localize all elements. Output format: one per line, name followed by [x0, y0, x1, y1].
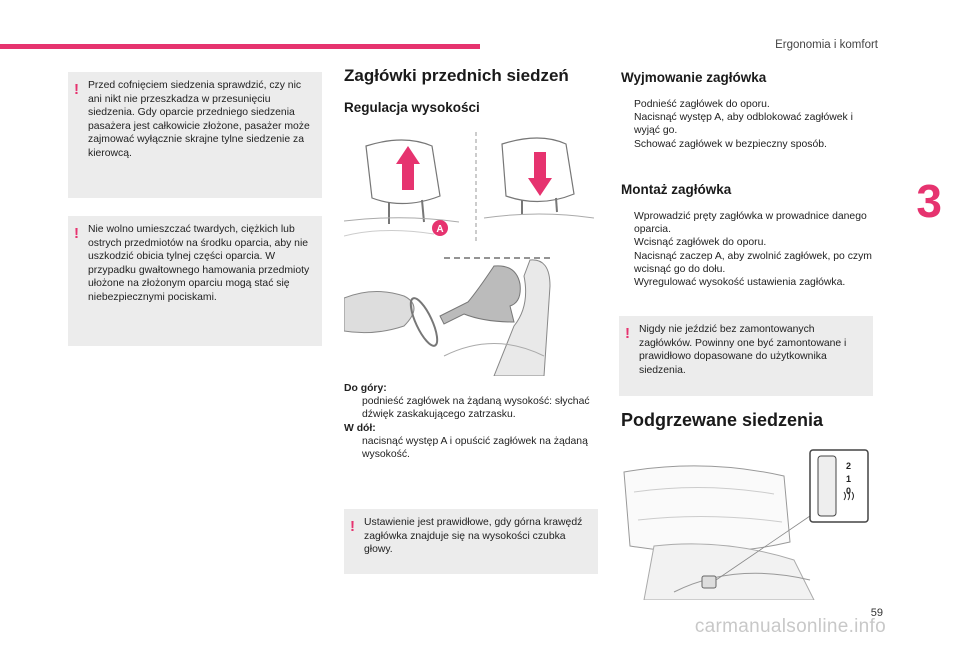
- header-accent-bar: [0, 44, 480, 49]
- warning-text: Przed cofnięciem siedzenia sprawdzić, czy nic ani nikt nie przeszkadza w przesunięciu siedzenia. Gdy oparcie przedniego siedzenia pasażera jest całkowicie złożone, pasażer może zajmować wyłącznie skrajne tylne siedzenie za kierowcą.: [88, 80, 310, 159]
- warning-box-seat: [68, 72, 322, 198]
- list-item: [621, 138, 873, 151]
- warning-box-objects: [68, 216, 322, 346]
- up-item: [344, 395, 596, 421]
- step-text: Podnieść zagłówek do oporu.: [634, 99, 770, 110]
- warning-box-headrest: [619, 316, 873, 396]
- mount-steps: [621, 210, 873, 289]
- note-text: Ustawienie jest prawidłowe, gdy górna krawędź zagłówka znajduje się na wysokości czubka głowy.: [364, 517, 583, 556]
- list-item: [621, 111, 873, 137]
- down-text: nacisnąć występ A i opuścić zagłówek na żądaną wysokość.: [362, 435, 588, 461]
- up-text: podnieść zagłówek na żądaną wysokość: słychać dźwięk zaskakującego zatrzasku.: [362, 396, 590, 421]
- list-item: [621, 250, 873, 276]
- dial-value-1: 1: [846, 474, 852, 484]
- list-item: [621, 98, 873, 111]
- page-number: 59: [870, 607, 883, 619]
- headrest-illustration: [344, 126, 594, 376]
- step-text: Nacisnąć zaczep A, aby zwolnić zagłówek, po czym wcisnąć go do dołu.: [634, 250, 872, 275]
- note-box-height: [344, 509, 598, 574]
- height-adjust-subtitle: Regulacja wysokości: [344, 100, 480, 115]
- label-a: A: [436, 224, 444, 235]
- heated-seats-title: Podgrzewane siedzenia: [621, 410, 824, 430]
- headrest-title: Zagłówki przednich siedzeń: [344, 66, 569, 85]
- up-label: Do góry:: [344, 383, 387, 394]
- chapter-number: 3: [916, 175, 942, 227]
- dial-value-2: 2: [846, 461, 852, 471]
- down-label: W dół:: [344, 422, 376, 434]
- dashboard-shape: [344, 291, 414, 332]
- heated-seat-dial[interactable]: [818, 456, 836, 516]
- warning-icon: !: [74, 225, 79, 242]
- section-title: Ergonomia i komfort: [775, 39, 878, 51]
- removal-steps: [621, 98, 873, 151]
- list-item: [621, 276, 873, 289]
- step-text: Wprowadzić pręty zagłówka w prowadnice danego oparcia.: [634, 211, 867, 236]
- watermark: carmanualsonline.info: [694, 616, 886, 637]
- step-text: Wcisnąć zagłówek do oporu.: [634, 237, 767, 249]
- seat-shape: [624, 466, 790, 552]
- seat-back-line: [344, 230, 434, 236]
- steering-wheel-icon: [406, 295, 442, 349]
- list-item: [621, 236, 873, 249]
- seat-back-edge: [484, 214, 594, 218]
- down-item: [344, 435, 596, 461]
- seat-base-shape: [644, 544, 814, 600]
- heated-seat-dial-small-icon: [702, 576, 716, 588]
- up-instruction: [344, 382, 596, 461]
- step-text: Nacisnąć występ A, aby odblokować zagłówek i wyjąć go.: [634, 112, 853, 137]
- list-item: [621, 210, 873, 236]
- warning-text: Nigdy nie jeździć bez zamontowanych zagłówków. Powinny one być zamontowane i prawidłowo dopasowane do użytkownika siedzenia.: [639, 324, 847, 376]
- warning-text: Nie wolno umieszczać twardych, ciężkich lub ostrych przedmiotów na środku oparcia, aby nie uszkodzić obicia tylnej części oparcia. W przypadku gwałtownego hamowania przedmioty ułożone na złożonym oparciu mogą stać się niebezpiecznymi pociskami.: [88, 224, 310, 303]
- removal-title: Wyjmowanie zagłówka: [621, 70, 767, 85]
- headrest-rod: [556, 198, 557, 212]
- warning-icon: !: [350, 518, 355, 535]
- driver-silhouette: [440, 266, 520, 324]
- warning-icon: !: [625, 325, 630, 342]
- step-text: Wyregulować wysokość ustawienia zagłówka.: [634, 277, 846, 289]
- warning-icon: !: [74, 81, 79, 98]
- mount-title: Montaż zagłówka: [621, 182, 732, 197]
- heated-seat-illustration: [614, 442, 876, 600]
- dial-value-0: 0: [846, 486, 852, 496]
- step-text: Schować zagłówek w bezpieczny sposób.: [634, 138, 827, 150]
